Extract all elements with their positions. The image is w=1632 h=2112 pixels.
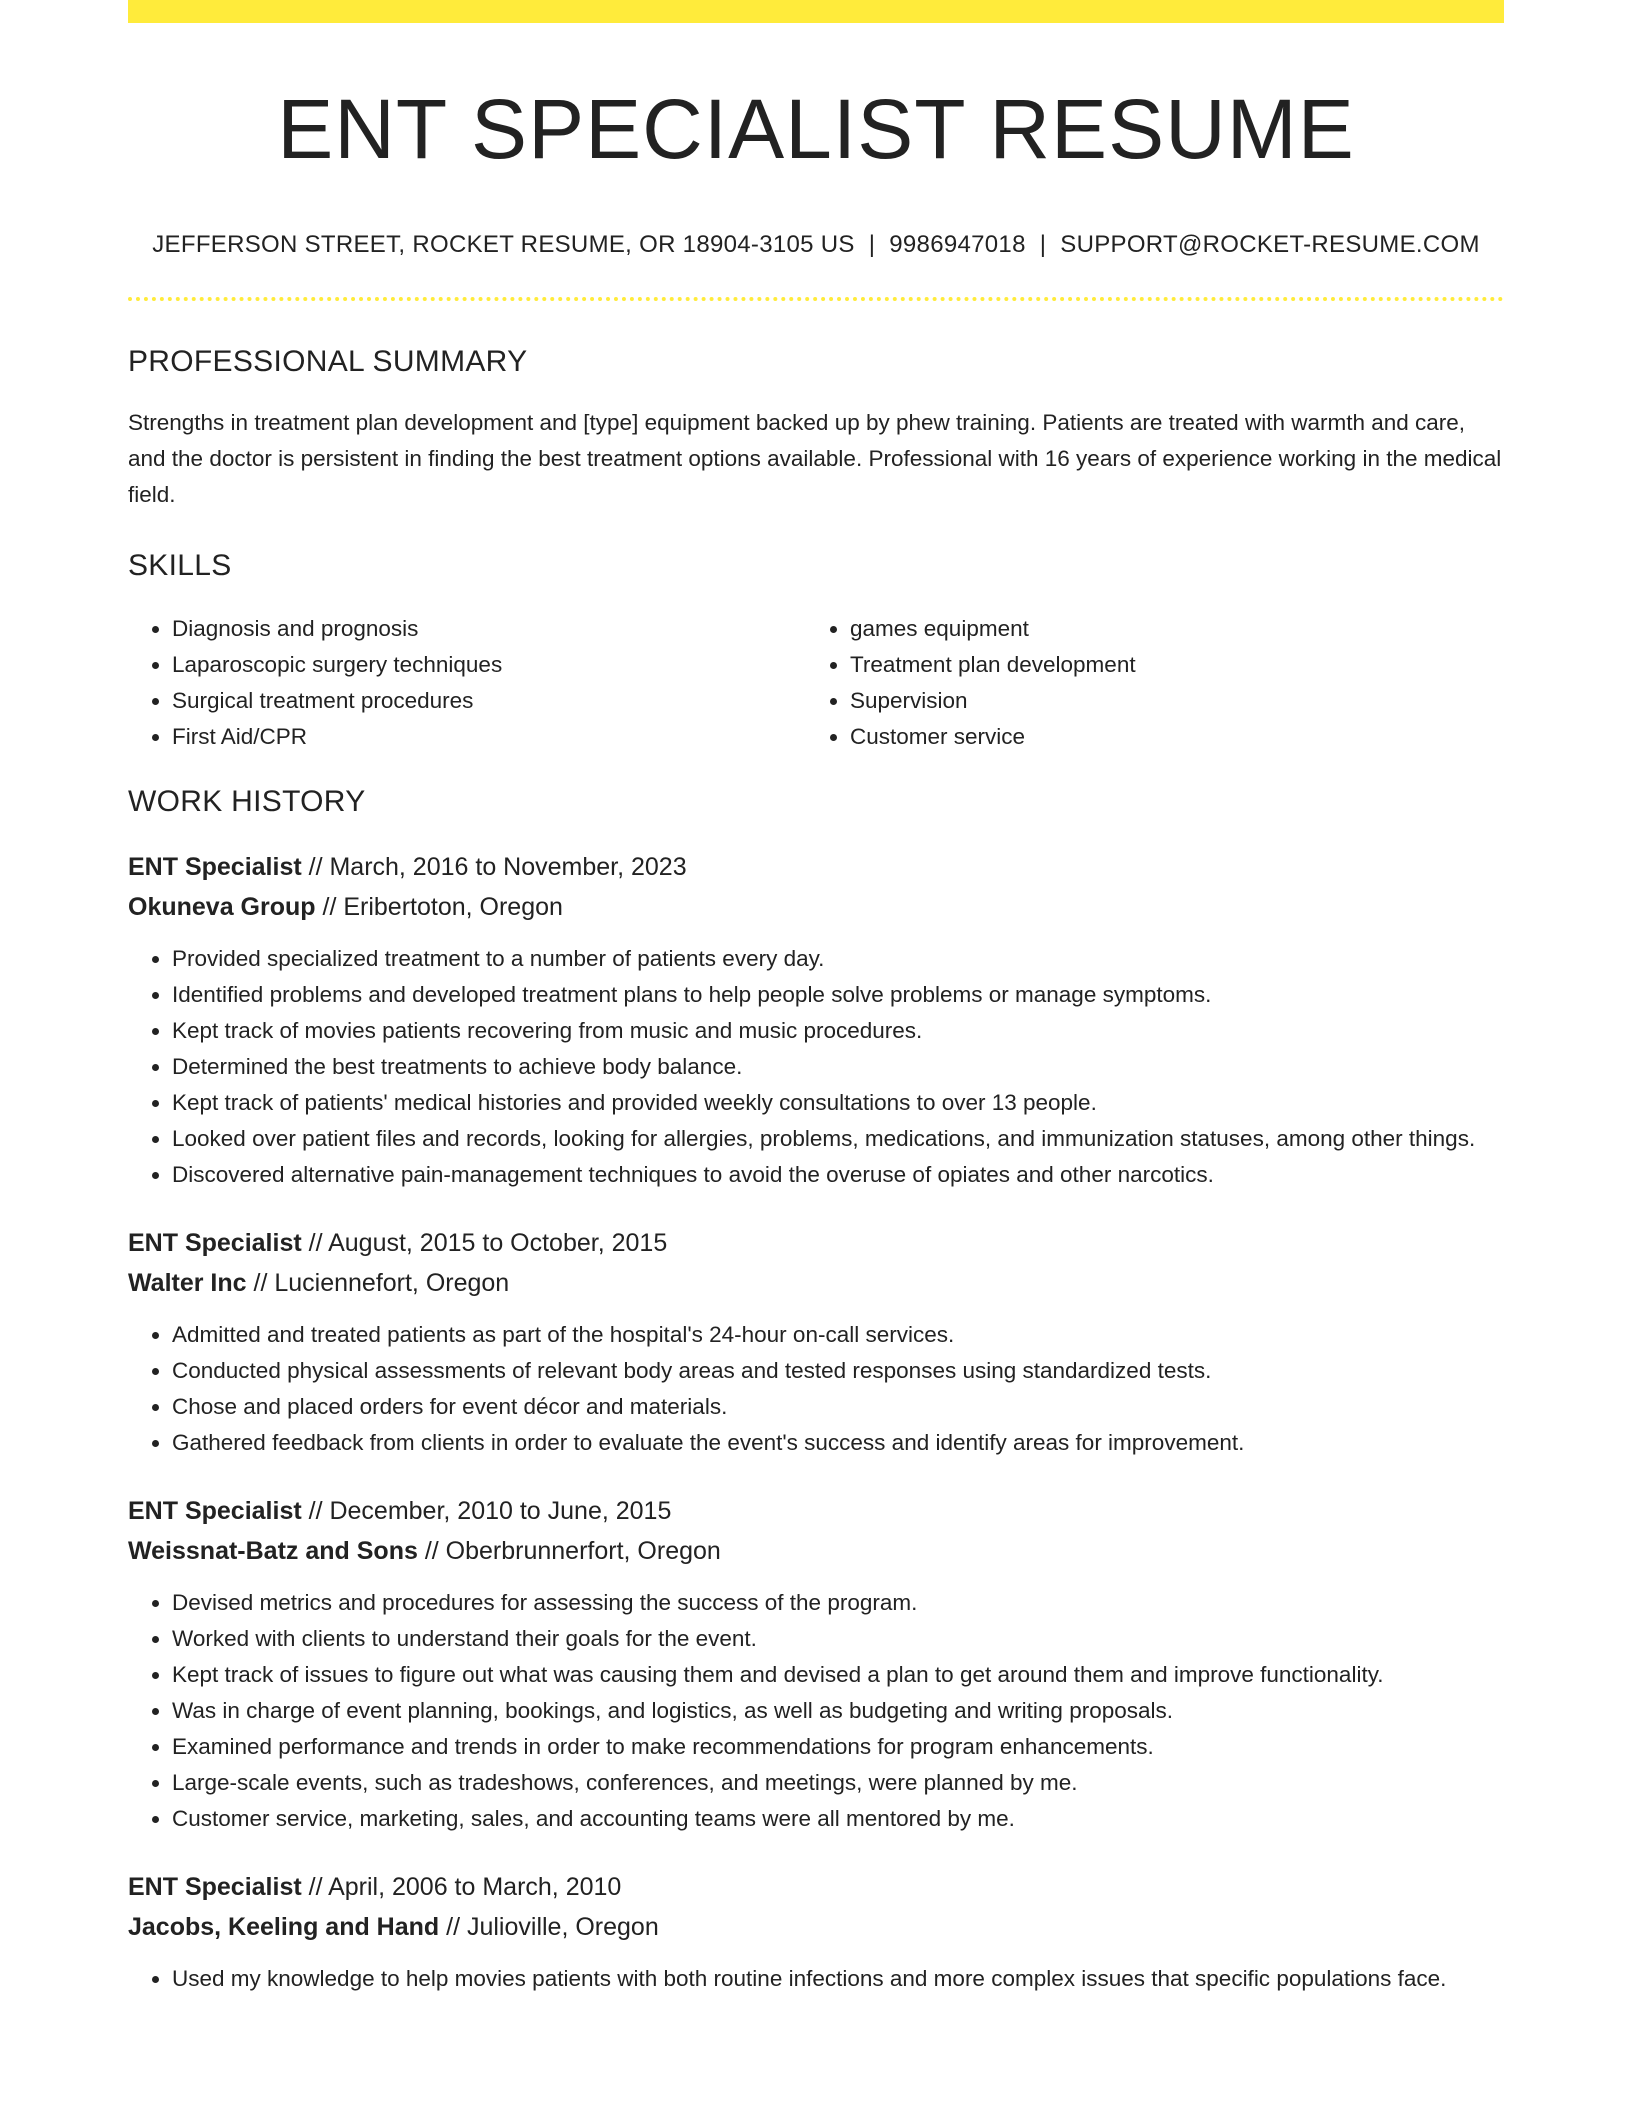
job-role: ENT Specialist <box>128 1497 302 1526</box>
job-bullet: • Conducted physical assessments of relevant body areas and tested responses using standardized tests. <box>172 1353 1504 1389</box>
job-company: Jacobs, Keeling and Hand <box>128 1913 440 1942</box>
skills-heading: SKILLS <box>128 549 232 583</box>
job-bullet: • Chose and placed orders for event décor and materials. <box>172 1389 1504 1425</box>
job-bullet: • Provided specialized treatment to a number of patients every day. <box>172 941 1504 977</box>
job-role: ENT Specialist <box>128 853 302 882</box>
job-entry <box>128 1867 1504 1997</box>
dotted-divider <box>128 297 1504 301</box>
job-location: // Oberbrunnerfort, Oregon <box>424 1537 721 1566</box>
job-bullets <box>128 1317 1504 1461</box>
job-dates: // April, 2006 to March, 2010 <box>308 1873 622 1902</box>
job-location: // Luciennefort, Oregon <box>253 1269 510 1298</box>
skill-item: • Diagnosis and prognosis <box>172 611 806 647</box>
job-role-line <box>128 1491 1504 1531</box>
job-bullet: • Used my knowledge to help movies patients with both routine infections and more complex issues that specific populations face. <box>172 1961 1504 1997</box>
job-dates: // December, 2010 to June, 2015 <box>308 1497 672 1526</box>
job-bullet: • Was in charge of event planning, bookings, and logistics, as well as budgeting and writing proposals. <box>172 1693 1504 1729</box>
skill-item: • Surgical treatment procedures <box>172 683 806 719</box>
skill-item: • Supervision <box>850 683 1484 719</box>
contact-line <box>128 231 1504 259</box>
accent-top-bar <box>128 0 1504 23</box>
job-bullet: • Customer service, marketing, sales, and accounting teams were all mentored by me. <box>172 1801 1504 1837</box>
job-entry <box>128 1491 1504 1837</box>
job-bullet: • Kept track of movies patients recovering from music and music procedures. <box>172 1013 1504 1049</box>
job-dates: // March, 2016 to November, 2023 <box>308 853 687 882</box>
job-bullet: • Kept track of issues to figure out what was causing them and devised a plan to get around them and improve functionality. <box>172 1657 1504 1693</box>
job-entry <box>128 847 1504 1193</box>
job-bullet: • Gathered feedback from clients in order to evaluate the event's success and identify areas for improvement. <box>172 1425 1504 1461</box>
resume-page <box>128 0 1504 1997</box>
contact-separator: | <box>868 231 876 259</box>
job-bullet: • Discovered alternative pain-management techniques to avoid the overuse of opiates and other narcotics. <box>172 1157 1504 1193</box>
skills-list-left <box>128 611 806 755</box>
summary-heading: PROFESSIONAL SUMMARY <box>128 345 528 379</box>
job-company: Walter Inc <box>128 1269 247 1298</box>
skill-item: • Laparoscopic surgery techniques <box>172 647 806 683</box>
job-bullet: • Identified problems and developed treatment plans to help people solve problems or manage symptoms. <box>172 977 1504 1013</box>
job-entry <box>128 1223 1504 1461</box>
job-role-line <box>128 1867 1504 1907</box>
skill-item: • First Aid/CPR <box>172 719 806 755</box>
job-bullet: • Worked with clients to understand their goals for the event. <box>172 1621 1504 1657</box>
work-history-heading: WORK HISTORY <box>128 785 366 819</box>
skill-item: • games equipment <box>850 611 1484 647</box>
contact-separator: | <box>1039 231 1047 259</box>
skill-item: • Treatment plan development <box>850 647 1484 683</box>
contact-email: SUPPORT@ROCKET-RESUME.COM <box>1060 231 1480 259</box>
skill-item: • Customer service <box>850 719 1484 755</box>
job-bullet: • Kept track of patients' medical histories and provided weekly consultations to over 13 people. <box>172 1085 1504 1121</box>
job-bullet: • Large-scale events, such as tradeshows, conferences, and meetings, were planned by me. <box>172 1765 1504 1801</box>
job-bullets <box>128 1585 1504 1837</box>
job-bullet: • Admitted and treated patients as part of the hospital's 24-hour on-call services. <box>172 1317 1504 1353</box>
job-bullet: • Determined the best treatments to achieve body balance. <box>172 1049 1504 1085</box>
skills-list-right <box>806 611 1484 755</box>
job-bullet: • Looked over patient files and records, looking for allergies, problems, medications, and immunization statuses, among other things. <box>172 1121 1504 1157</box>
skills-grid <box>128 611 1504 755</box>
job-role: ENT Specialist <box>128 1873 302 1902</box>
job-role: ENT Specialist <box>128 1229 302 1258</box>
job-bullets <box>128 1961 1504 1997</box>
job-company-line <box>128 1531 1504 1571</box>
job-company-line <box>128 887 1504 927</box>
job-company: Okuneva Group <box>128 893 316 922</box>
job-location: // Julioville, Oregon <box>446 1913 659 1942</box>
contact-address: JEFFERSON STREET, ROCKET RESUME, OR 18904-3105 US <box>152 231 855 259</box>
contact-phone: 9986947018 <box>889 231 1026 259</box>
job-bullet: • Devised metrics and procedures for assessing the success of the program. <box>172 1585 1504 1621</box>
job-location: // Eribertoton, Oregon <box>322 893 563 922</box>
resume-title: ENT SPECIALIST RESUME <box>277 82 1355 176</box>
job-company-line <box>128 1907 1504 1947</box>
job-dates: // August, 2015 to October, 2015 <box>308 1229 668 1258</box>
job-company-line <box>128 1263 1504 1303</box>
job-role-line <box>128 847 1504 887</box>
job-bullet: • Examined performance and trends in order to make recommendations for program enhancements. <box>172 1729 1504 1765</box>
summary-text: Strengths in treatment plan development and [type] equipment backed up by phew training. Patients are treated with warmth and care, and the doctor is persistent in finding the best treatment options available. Professional with 16 years of experience working in the medical field. <box>128 410 1502 508</box>
work-history-list <box>128 847 1504 1997</box>
job-role-line <box>128 1223 1504 1263</box>
job-company: Weissnat-Batz and Sons <box>128 1537 418 1566</box>
job-bullets <box>128 941 1504 1193</box>
